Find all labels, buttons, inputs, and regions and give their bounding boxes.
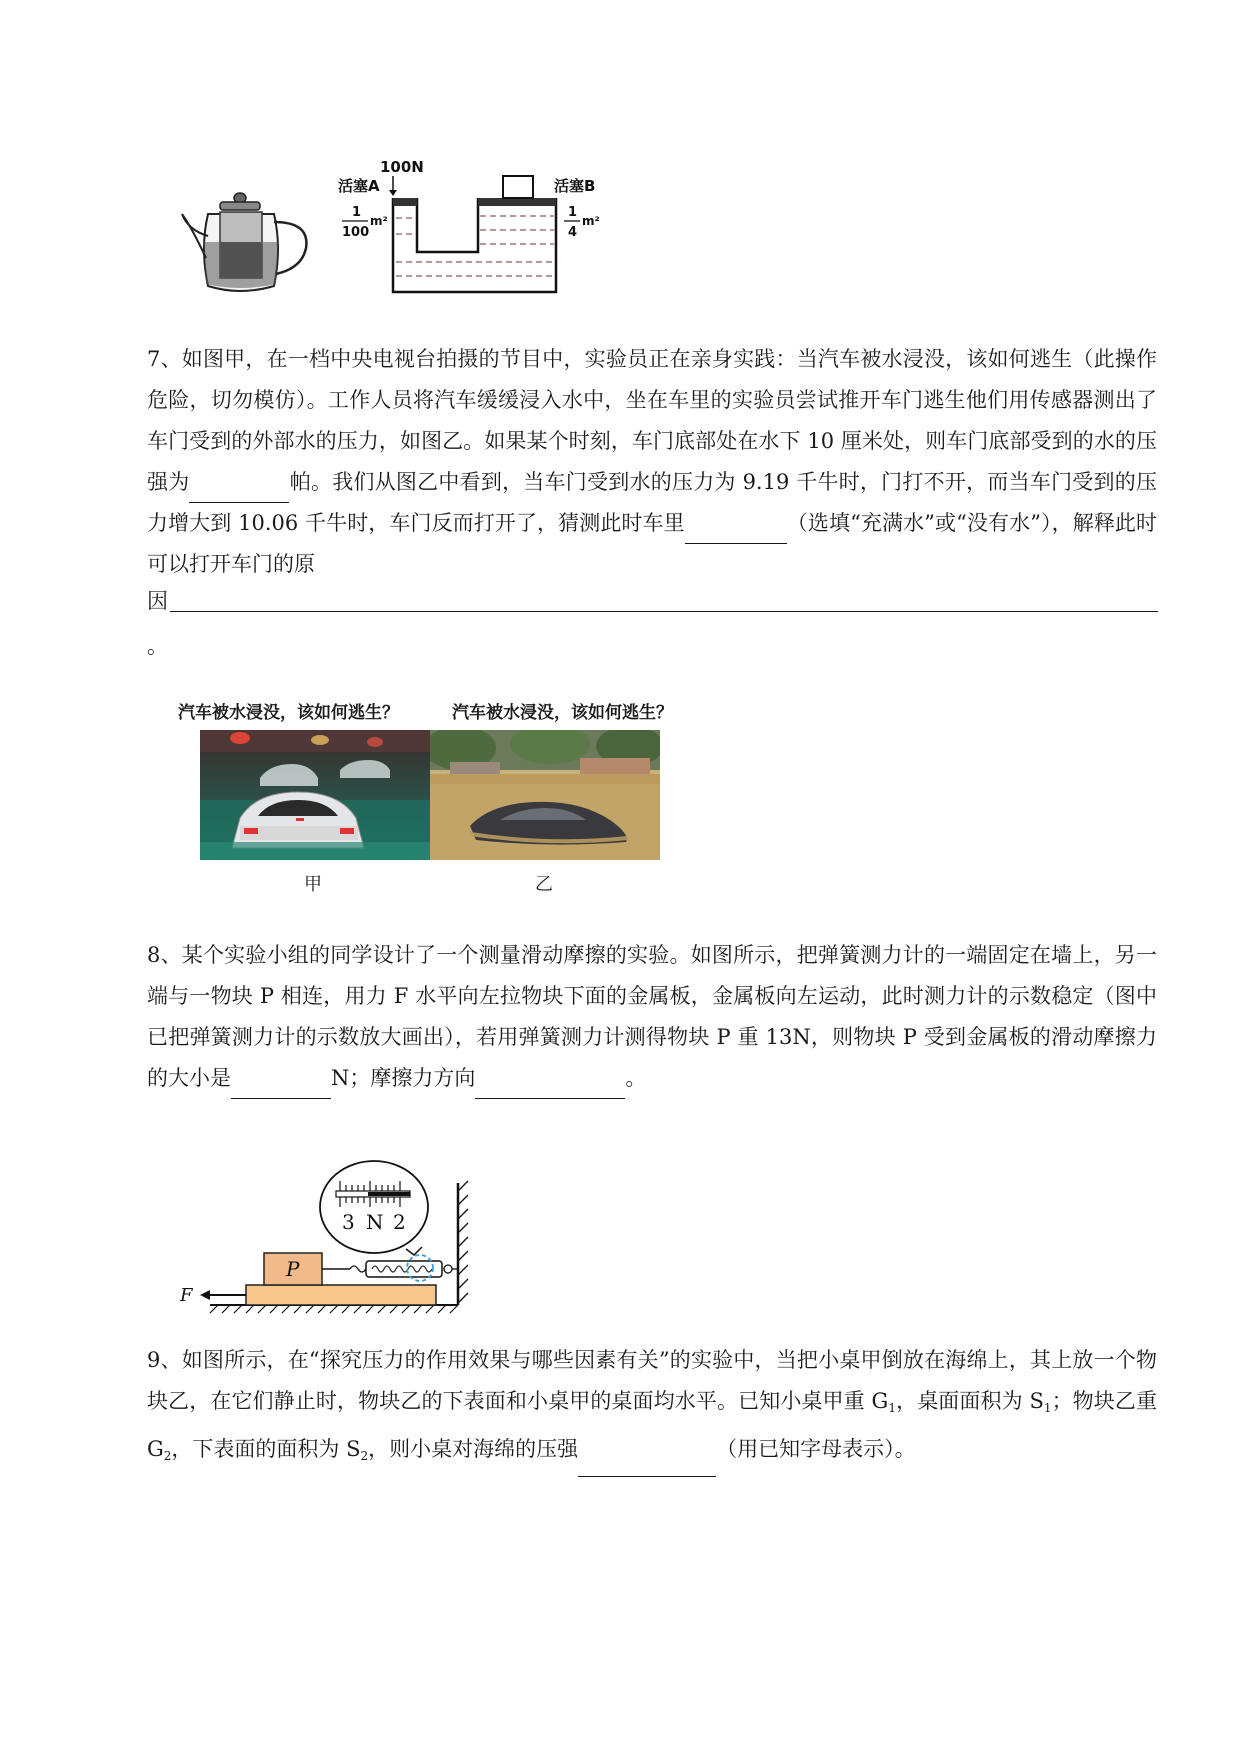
block-p-label: P <box>286 1257 300 1281</box>
teapot-figure <box>178 188 328 298</box>
q7-text-2: 帕。我们从图乙中看到，当车门受到水的压力为 9.19 千牛时，门打不开，而当车门受到的压力增大到 10.06 千牛时，车门反而打开了，猜测此时车里 <box>147 470 1158 535</box>
scale-number-2: 2 <box>393 1210 406 1234</box>
force-f-label: F <box>180 1285 193 1306</box>
q7-blank-reason[interactable] <box>170 611 1158 612</box>
piston-a <box>393 198 417 206</box>
q9-blank-pressure[interactable] <box>578 1450 716 1477</box>
q7-blank-pressure[interactable] <box>189 476 289 503</box>
photo-caption-left: 汽车被水浸没，该如何逃生？ <box>178 703 399 723</box>
photo-caption-right: 汽车被水浸没，该如何逃生？ <box>452 703 673 723</box>
q8-text-2: N；摩擦力方向 <box>331 1066 476 1090</box>
area-b-denominator: 4 <box>568 225 578 240</box>
q9-text-2: ，桌面面积为 S <box>895 1389 1044 1413</box>
q7-text-1: 7、如图甲，在一档中央电视台拍摄的节目中，实验员正在亲身实践：当汽车被水浸没，该如何逃生（此操作危险，切勿模仿）。工作人员将汽车缓缓浸入水中，坐在车里的实验员尝试推开车门逃生他们用传感器测出了车门受到的外部水的压力，如图乙。如果某个时刻，车门底部处在水下 10 厘米处，则车门底部受到的水的压强为 <box>147 347 1157 494</box>
piston-a-label: 活塞A <box>338 177 380 195</box>
scale-unit-n: N <box>366 1210 384 1234</box>
question-8 <box>147 935 1157 1099</box>
area-a-numerator: 1 <box>352 205 362 220</box>
area-b-unit: m² <box>582 214 600 228</box>
area-b-numerator: 1 <box>568 205 578 220</box>
area-a-denominator: 100 <box>342 225 370 240</box>
piston-b-label: 活塞B <box>554 177 596 195</box>
force-100n-label: 100N <box>380 158 424 176</box>
photo-right <box>430 730 660 860</box>
q9-text-6: （用已知字母表示）。 <box>716 1437 916 1461</box>
q8-blank-direction[interactable] <box>475 1072 625 1099</box>
q9-text-4: ，下表面的面积为 S <box>171 1437 361 1461</box>
q7-blank-water-state[interactable] <box>685 517 787 544</box>
q8-text-3: 。 <box>625 1066 647 1090</box>
q9-text-5: ，则小桌对海绵的压强 <box>368 1437 579 1461</box>
question-9 <box>147 1340 1157 1477</box>
q7-period: 。 <box>147 634 168 658</box>
photo-label-left: 甲 <box>304 874 322 895</box>
q9-sub-g2: 2 <box>163 1449 172 1463</box>
q7-reason-start: 因 <box>147 589 168 613</box>
hydraulic-press-figure <box>336 158 616 298</box>
metal-plate <box>246 1285 436 1305</box>
q9-sub-g1: 1 <box>888 1401 896 1415</box>
area-a-unit: m² <box>370 214 388 228</box>
q9-sub-s2: 2 <box>360 1449 369 1463</box>
weight-block <box>503 176 533 198</box>
photo-left <box>200 730 430 860</box>
q9-text-3: ；物块乙重 G <box>147 1389 1158 1461</box>
question-7 <box>147 339 1157 585</box>
piston-b <box>478 198 556 206</box>
q8-text-1: 8、某个实验小组的同学设计了一个测量滑动摩擦的实验。如图所示，把弹簧测力计的一端固定在墙上，另一端与一物块 P 相连，用力 F 水平向左拉物块下面的金属板，金属板向左运动，此时测力计的示数稳定（图中已把弹簧测力计的示数放大画出），若用弹簧测力计测得物块 P 重 13N，则物块 P 受到金属板的滑动摩擦力的大小是 <box>147 943 1157 1090</box>
scale-callout <box>320 1161 428 1253</box>
scale-number-3: 3 <box>342 1210 355 1234</box>
q8-blank-friction[interactable] <box>231 1072 331 1099</box>
q7-text-3: （选填“充满水”或“没有水”），解释此时可以打开车门的原 <box>147 511 1157 576</box>
q9-sub-s1: 1 <box>1043 1401 1052 1415</box>
photo-label-right: 乙 <box>535 874 553 895</box>
spring-balance-figure <box>170 1135 480 1315</box>
q9-text-1: 9、如图所示，在“探究压力的作用效果与哪些因素有关”的实验中，当把小桌甲倒放在海绵上，其上放一个物块乙，在它们静止时，物块乙的下表面和小桌甲的桌面均水平。已知小桌甲重 G <box>147 1348 1157 1413</box>
